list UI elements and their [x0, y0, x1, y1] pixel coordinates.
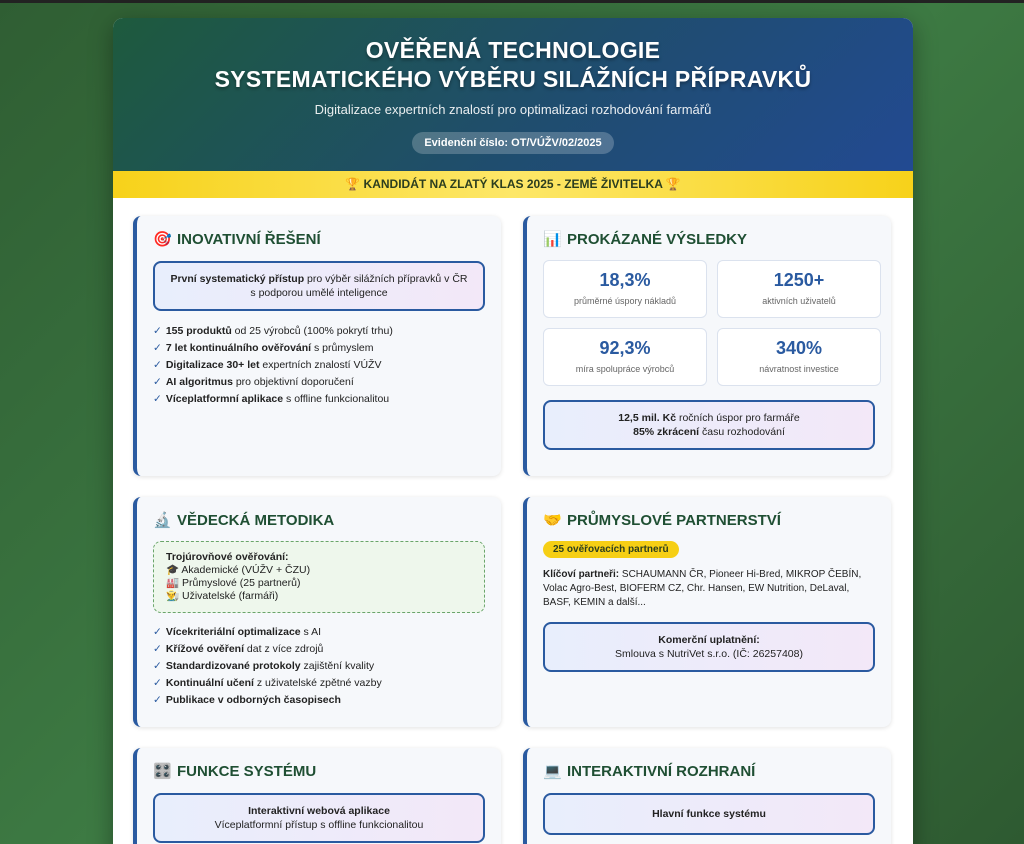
- list-item: ✓ Víceplatformní aplikace s offline funkcionalitou: [153, 393, 390, 405]
- graduation-cap-icon: 🎓: [166, 564, 180, 576]
- innovation-heading: 🎯 INOVATIVNÍ ŘEŠENÍ: [153, 230, 321, 248]
- award-banner: 🏆 KANDIDÁT NA ZLATÝ KLAS 2025 - ZEMĚ ŽIVITELKA 🏆: [113, 171, 913, 198]
- results-summary: 12,5 mil. Kč ročních úspor pro farmáře 85% zkrácení času rozhodování: [543, 400, 875, 450]
- commercial-use-box: Komerční uplatnění: Smlouva s NutriVet s.r.o. (IČ: 26257408): [543, 622, 875, 672]
- functions-heading: 🎛️ FUNKCE SYSTÉMU: [153, 762, 317, 780]
- check-icon: ✓: [153, 342, 162, 354]
- interface-box: Hlavní funkce systému: [543, 793, 875, 835]
- check-icon: ✓: [153, 677, 162, 689]
- methodology-card: [133, 497, 501, 727]
- check-icon: ✓: [153, 393, 162, 405]
- list-item: ✓ 155 produktů od 25 výrobců (100% pokrytí trhu): [153, 325, 393, 337]
- check-icon: ✓: [153, 626, 162, 638]
- key-partners-text: Klíčoví partneři: SCHAUMANN ČR, Pioneer Hi-Bred, MIKROP ČEBÍN, Volac Agro-Best, BIOFERM CZ, Chr. Hansen, EW Nutrition, DeLaval, BASF, KEMIN a další...: [543, 569, 862, 608]
- functions-card: [133, 748, 501, 844]
- check-icon: ✓: [153, 660, 162, 672]
- control-knobs-icon: 🎛️: [153, 763, 172, 780]
- list-item: ✓ 7 let kontinuálního ověřování s průmyslem: [153, 342, 374, 354]
- list-item: ✓ Publikace v odborných časopisech: [153, 694, 341, 706]
- verification-box: Trojúrovňové ověřování: 🎓 Akademické (VÚŽV + ČZU) 🏭 Průmyslové (25 partnerů) 👨‍🌾 Uživatelské (farmáři): [153, 541, 485, 613]
- factory-icon: 🏭: [166, 577, 180, 589]
- partnership-card: [523, 497, 891, 727]
- interface-card: [523, 748, 891, 844]
- partners-count-badge: 25 ověřovacích partnerů: [543, 541, 679, 558]
- laptop-icon: 💻: [543, 763, 562, 780]
- innovation-highlight: První systematický přístup pro výběr silážních přípravků v ČR s podporou umělé inteligence: [153, 261, 485, 311]
- check-icon: ✓: [153, 643, 162, 655]
- bar-chart-icon: 📊: [543, 231, 562, 248]
- farmer-icon: 👨‍🌾: [166, 590, 180, 602]
- functions-box: Interaktivní webová aplikace Víceplatformní přístup s offline funkcionalitou: [153, 793, 485, 843]
- document-page: [113, 18, 913, 844]
- innovation-list: [153, 323, 485, 408]
- list-item: ✓ Standardizované protokoly zajištění kvality: [153, 660, 375, 672]
- list-item: ✓ Kontinuální učení z uživatelské zpětné vazby: [153, 677, 382, 689]
- registration-number-badge: Evidenční číslo: OT/VÚŽV/02/2025: [412, 132, 613, 154]
- list-item: ✓ Digitalizace 30+ let expertních znalostí VÚŽV: [153, 359, 382, 371]
- list-item: ✓ AI algoritmus pro objektivní doporučení: [153, 376, 354, 388]
- methodology-list: [153, 624, 485, 709]
- window-top-border: [0, 0, 1024, 3]
- page-title: OVĚŘENÁ TECHNOLOGIE SYSTEMATICKÉHO VÝBĚRU SILÁŽNÍCH PŘÍPRAVKŮ: [214, 37, 812, 92]
- list-item: ✓ Vícekriteriální optimalizace s AI: [153, 626, 322, 638]
- results-heading: 📊 PROKÁZANÉ VÝSLEDKY: [543, 230, 748, 248]
- handshake-icon: 🤝: [543, 512, 562, 529]
- stat-cooperation: 92,3% míra spolupráce výrobců: [543, 328, 707, 386]
- check-icon: ✓: [153, 694, 162, 706]
- stat-cost-savings: 18,3% průměrné úspory nákladů: [543, 260, 707, 318]
- results-card: [523, 216, 891, 476]
- stats-grid: [543, 260, 875, 386]
- methodology-heading: 🔬 VĚDECKÁ METODIKA: [153, 511, 335, 529]
- target-icon: 🎯: [153, 231, 172, 248]
- check-icon: ✓: [153, 359, 162, 371]
- interface-heading: 💻 INTERAKTIVNÍ ROZHRANÍ: [543, 762, 756, 780]
- page-subtitle: Digitalizace expertních znalostí pro optimalizaci rozhodování farmářů: [314, 102, 712, 117]
- check-icon: ✓: [153, 325, 162, 337]
- check-icon: ✓: [153, 376, 162, 388]
- microscope-icon: 🔬: [153, 512, 172, 529]
- partnership-heading: 🤝 PRŮMYSLOVÉ PARTNERSTVÍ: [543, 511, 781, 529]
- list-item: ✓ Křížové ověření dat z více zdrojů: [153, 643, 324, 655]
- innovation-card: [133, 216, 501, 476]
- stat-roi: 340% návratnost investice: [717, 328, 881, 386]
- page-header: [113, 18, 913, 171]
- stat-active-users: 1250+ aktivních uživatelů: [717, 260, 881, 318]
